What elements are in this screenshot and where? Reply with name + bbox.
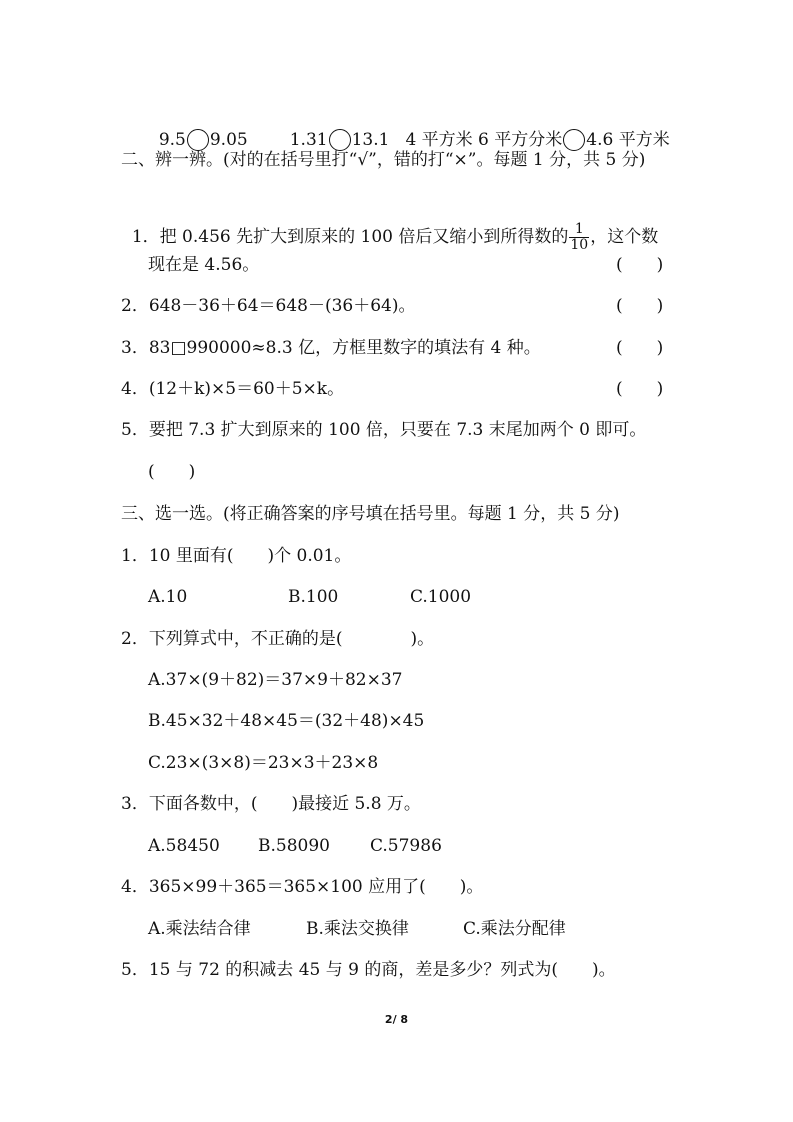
s2-q1-num: 1． — [131, 227, 160, 247]
s3-question-4: 4．365×99＋365＝365×100 应用了( )。 — [121, 877, 484, 897]
s2-q1-continuation: 现在是 4.56。 — [148, 255, 260, 275]
fraction-denominator: 10 — [570, 237, 589, 253]
s3-q4-option-a[interactable]: A.乘法结合律 — [148, 919, 251, 939]
s3-q3-option-b[interactable]: B.58090 — [258, 836, 330, 856]
s3-q4-option-c[interactable]: C.乘法分配律 — [463, 919, 566, 939]
compare-a-left: 9.5 — [158, 130, 186, 150]
s2-question-1 — [121, 200, 658, 253]
s3-q3-option-c[interactable]: C.57986 — [370, 836, 442, 856]
s2-q4-answer-paren[interactable]: ( ) — [616, 379, 664, 399]
compare-c-right: 4.6 平方米 — [586, 130, 670, 150]
s3-question-5: 5．15 与 72 的积减去 45 与 9 的商，差是多少？列式为( )。 — [121, 960, 616, 980]
page-number: 2/ 8 — [384, 1013, 409, 1026]
compare-c-left: 4 平方米 6 平方分米 — [405, 130, 563, 150]
s2-q3-answer-paren[interactable]: ( ) — [616, 338, 664, 358]
compare-circle-b[interactable] — [329, 129, 351, 151]
compare-circle-a[interactable] — [187, 129, 209, 151]
s3-q1-option-a[interactable]: A.10 — [148, 587, 188, 607]
s3-q3-option-a[interactable]: A.58450 — [148, 836, 220, 856]
compare-b-right: 13.1 — [351, 130, 390, 150]
s3-q2-option-b[interactable]: B.45×32＋48×45＝(32＋48)×45 — [148, 711, 425, 731]
s2-q1-text-a: 把 0.456 先扩大到原来的 100 倍后又缩小到所得数的 — [159, 227, 569, 247]
compare-b-left: 1.31 — [289, 130, 328, 150]
compare-a-right: 9.05 — [209, 130, 248, 150]
s3-q2-option-c[interactable]: C.23×(3×8)＝23×3＋23×8 — [148, 753, 379, 773]
s2-q1-text-b: ，这个数 — [590, 227, 659, 247]
s2-q2-answer-paren[interactable]: ( ) — [616, 296, 664, 316]
s2-question-5: 5．要把 7.3 扩大到原来的 100 倍，只要在 7.3 末尾加两个 0 即可。 — [121, 420, 647, 440]
fraction-one-tenth — [569, 222, 589, 253]
s3-question-2: 2．下列算式中，不正确的是( )。 — [121, 629, 435, 649]
s2-question-2: 2．648－36＋64＝648－(36＋64)。 — [121, 296, 416, 316]
s2-q1-answer-paren[interactable]: ( ) — [616, 255, 664, 275]
s3-question-1: 1．10 里面有( )个 0.01。 — [121, 546, 352, 566]
s2-question-4: 4．(12＋k)×5＝60＋5×k。 — [121, 379, 345, 399]
s3-q2-option-a[interactable]: A.37×(9＋82)＝37×9＋82×37 — [148, 670, 403, 690]
compare-row — [148, 107, 670, 151]
compare-circle-c[interactable] — [563, 129, 585, 151]
s2-q5-answer-paren[interactable]: ( ) — [148, 462, 196, 482]
fraction-numerator: 1 — [569, 222, 589, 238]
s3-q1-option-c[interactable]: C.1000 — [410, 587, 472, 607]
s2-question-3: 3．83□990000≈8.3 亿，方框里数字的填法有 4 种。 — [121, 338, 541, 358]
section3-title: 三、选一选。(将正确答案的序号填在括号里。每题 1 分，共 5 分) — [121, 504, 620, 524]
s3-q4-option-b[interactable]: B.乘法交换律 — [306, 919, 409, 939]
s3-question-3: 3．下面各数中，( )最接近 5.8 万。 — [121, 794, 421, 814]
section2-title: 二、辨一辨。(对的在括号里打“√”，错的打“×”。每题 1 分，共 5 分) — [121, 150, 646, 170]
s3-q1-option-b[interactable]: B.100 — [288, 587, 339, 607]
